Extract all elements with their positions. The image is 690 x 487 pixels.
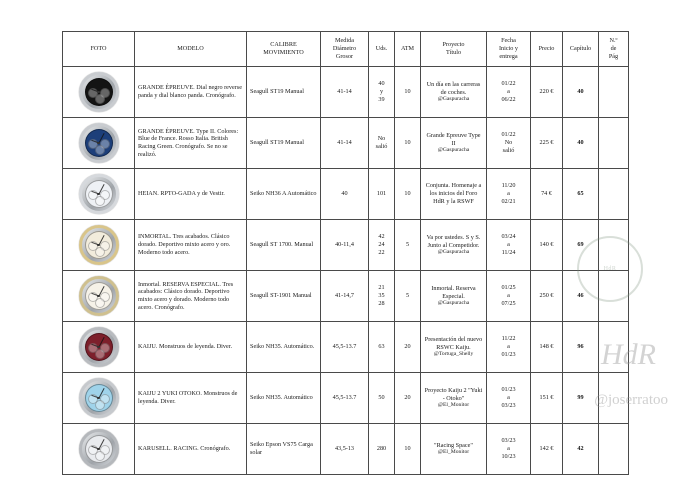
header-pag	[599, 32, 629, 67]
header-pag-line2: de	[610, 45, 617, 53]
cell-fecha-line: 01/22	[501, 131, 516, 139]
watch-photo-inmortal-reserva-especial	[63, 271, 135, 322]
cell-pag	[599, 169, 629, 220]
cell-fecha	[487, 67, 531, 118]
watch-photo-grande-epreuve-type-ii	[63, 118, 135, 169]
cell-fecha-line: 01/23	[501, 386, 516, 394]
cell-uds-line: 35	[378, 292, 385, 300]
cell-uds-line: 24	[378, 241, 385, 249]
cell-fecha-line: a	[507, 88, 510, 96]
cell-proyecto	[421, 67, 487, 118]
cell-capitulo: 96	[563, 322, 599, 373]
cell-modelo: GRANDE ÉPREUVE. Type II. Colores: Blue de France. Rosso Italia. British Racing Green. Cronógrafo. Se no se realizó.	[135, 118, 247, 169]
cell-pag	[599, 67, 629, 118]
watch-subdial	[95, 94, 105, 104]
watch-image	[79, 327, 119, 367]
header-fecha-line2: Inicio y	[498, 45, 519, 53]
cell-uds-line: y	[379, 88, 384, 96]
header-fecha	[487, 32, 531, 67]
cell-atm: 10	[395, 424, 421, 475]
cell-pag	[599, 424, 629, 475]
cell-proyecto-title: Presentación del nuevo RSWC Kaiju.	[424, 335, 483, 351]
header-modelo: MODELO	[135, 32, 247, 67]
header-medida-line2: Diámetro	[332, 45, 357, 53]
cell-proyecto	[421, 169, 487, 220]
cell-uds-line: 22	[378, 248, 385, 256]
header-capitulo: Capítulo	[563, 32, 599, 67]
table-body	[63, 67, 629, 475]
cell-fecha-line: 10/23	[501, 452, 516, 460]
cell-fecha-line: a	[507, 445, 510, 453]
cell-proyecto	[421, 118, 487, 169]
watch-hand-pin	[97, 193, 100, 196]
cell-uds-line: 40	[378, 80, 385, 88]
cell-precio: 250 €	[531, 271, 563, 322]
cell-fecha-line: No	[504, 139, 513, 147]
cell-modelo: INMORTAL. Tres acabados. Clásico dorado. Deportivo mixto acero y oro. Moderno todo acero.	[135, 220, 247, 271]
watch-image	[79, 72, 119, 112]
cell-proyecto-handle: @Gaspuracha	[437, 249, 470, 256]
cell-modelo: GRANDE ÉPREUVE. Dial negro reverse panda y dial blanco panda. Cronógrafo.	[135, 67, 247, 118]
cell-proyecto	[421, 271, 487, 322]
cell-medida: 40-11,4	[321, 220, 369, 271]
header-medida-line3: Grosor	[335, 52, 354, 60]
cell-calibre: Seagull ST19 Manual	[247, 118, 321, 169]
cell-proyecto	[421, 322, 487, 373]
cell-uds-line: salió	[375, 143, 388, 150]
header-calibre	[247, 32, 321, 67]
cell-fecha-line: 11/20	[501, 182, 516, 190]
table-row	[63, 271, 629, 322]
cell-uds	[369, 424, 395, 475]
cell-fecha	[487, 322, 531, 373]
cell-uds-line: 101	[376, 190, 387, 198]
cell-proyecto	[421, 220, 487, 271]
table-row	[63, 169, 629, 220]
cell-fecha-line: salió	[502, 146, 515, 154]
cell-fecha-line: a	[507, 190, 510, 198]
cell-pag	[599, 118, 629, 169]
table-header-row	[63, 32, 629, 67]
cell-calibre: Seagull ST 1700. Manual	[247, 220, 321, 271]
header-medida	[321, 32, 369, 67]
cell-fecha	[487, 169, 531, 220]
cell-capitulo: 46	[563, 271, 599, 322]
cell-atm: 5	[395, 271, 421, 322]
watch-hand-pin	[97, 295, 100, 298]
cell-proyecto-title: Inmortal. Reserva Especial.	[431, 284, 476, 300]
cell-atm: 20	[395, 322, 421, 373]
watch-photo-kaiju-2-yuki-otoko	[63, 373, 135, 424]
watch-image	[79, 174, 119, 214]
cell-fecha-line: a	[507, 292, 510, 300]
watch-subdial	[95, 145, 105, 155]
cell-medida: 41-14	[321, 118, 369, 169]
cell-fecha-line: 07/25	[501, 299, 516, 307]
cell-fecha-line: 01/23	[501, 350, 516, 358]
header-fecha-line3: entrega	[499, 52, 518, 60]
header-atm: ATM	[395, 32, 421, 67]
watch-hand-pin	[97, 397, 100, 400]
cell-atm: 10	[395, 67, 421, 118]
watch-hand-pin	[97, 346, 100, 349]
cell-uds	[369, 67, 395, 118]
cell-uds	[369, 271, 395, 322]
cell-capitulo: 40	[563, 67, 599, 118]
cell-calibre: Seagull ST19 Manual	[247, 67, 321, 118]
cell-fecha-line: 03/24	[501, 233, 516, 241]
cell-fecha-line: a	[507, 343, 510, 351]
watch-subdial	[95, 451, 105, 461]
cell-capitulo: 40	[563, 118, 599, 169]
cell-uds	[369, 220, 395, 271]
cell-uds	[369, 169, 395, 220]
header-calibre-line1: CALIBRE	[270, 41, 297, 49]
table-row	[63, 220, 629, 271]
watch-catalog-table	[62, 31, 629, 475]
cell-capitulo: 69	[563, 220, 599, 271]
watermark-hdr-text: HdR	[601, 338, 656, 371]
cell-capitulo: 99	[563, 373, 599, 424]
header-medida-line1: Medida	[335, 37, 354, 45]
watch-photo-heian	[63, 169, 135, 220]
watch-subdial	[95, 349, 105, 359]
cell-calibre: Seagull ST-1901 Manual	[247, 271, 321, 322]
cell-proyecto-title: Proyecto Kaiju 2 "Yuki - Otoko"	[424, 386, 483, 402]
cell-proyecto	[421, 424, 487, 475]
watermark-logo: HdR	[577, 236, 643, 302]
header-foto: FOTO	[63, 32, 135, 67]
header-fecha-line1: Fecha	[501, 37, 516, 45]
cell-uds	[369, 373, 395, 424]
cell-modelo: KAIJU 2 YUKI OTOKO. Monstruos de leyenda. Diver.	[135, 373, 247, 424]
cell-uds-line: 42	[378, 233, 385, 241]
cell-modelo: KARUSELL. RACING. Cronógrafo.	[135, 424, 247, 475]
cell-fecha-line: 11/22	[501, 335, 516, 343]
cell-fecha-line: 03/23	[501, 401, 516, 409]
cell-proyecto-title: Conjunta. Homenaje a los inicios del Foro HdR y la RSWF	[425, 182, 482, 205]
cell-proyecto-title: Va por ustedes. S y S. Junto al Competidor.	[426, 233, 481, 249]
cell-medida: 41-14,7	[321, 271, 369, 322]
watch-image	[79, 225, 119, 265]
cell-fecha-line: 11/24	[501, 248, 516, 256]
header-proyecto-line2: Título	[445, 49, 462, 56]
cell-fecha-line: 03/23	[501, 437, 516, 445]
cell-proyecto-title: Un día en las carreras de coches.	[426, 80, 481, 96]
watch-image	[79, 429, 119, 469]
cell-fecha-line: a	[507, 394, 510, 402]
table-row	[63, 118, 629, 169]
table-row	[63, 67, 629, 118]
cell-uds-line: No	[377, 135, 386, 143]
watermark-handle: @joserratoo	[594, 392, 668, 408]
cell-uds	[369, 322, 395, 373]
header-calibre-line2: MOVIMIENTO	[263, 49, 304, 56]
header-pag-line3: Pág	[608, 52, 619, 60]
watch-image	[79, 378, 119, 418]
cell-proyecto-handle: @Gaspuracha	[437, 147, 470, 154]
cell-fecha	[487, 220, 531, 271]
cell-precio: 74 €	[531, 169, 563, 220]
watch-subdial	[95, 400, 105, 410]
cell-proyecto	[421, 373, 487, 424]
cell-fecha	[487, 373, 531, 424]
watch-photo-inmortal	[63, 220, 135, 271]
cell-fecha	[487, 424, 531, 475]
header-uds: Uds.	[369, 32, 395, 67]
cell-atm: 5	[395, 220, 421, 271]
watch-image	[79, 276, 119, 316]
cell-uds-line: 39	[378, 95, 385, 103]
cell-uds-line: 50	[378, 394, 385, 402]
cell-proyecto-title: Grande Epreuve Type II	[426, 131, 481, 147]
watch-hand-pin	[97, 448, 100, 451]
watch-hand-pin	[97, 244, 100, 247]
watch-hand-pin	[97, 91, 100, 94]
cell-medida: 43,5-13	[321, 424, 369, 475]
cell-fecha	[487, 271, 531, 322]
cell-precio: 220 €	[531, 67, 563, 118]
cell-proyecto-handle: @El_Monitor	[437, 402, 470, 409]
cell-precio: 151 €	[531, 373, 563, 424]
watch-subdial	[95, 298, 105, 308]
table-row	[63, 322, 629, 373]
cell-uds-line: 280	[376, 445, 387, 453]
cell-calibre: Seiko Epson VS75 Carga solar	[247, 424, 321, 475]
cell-calibre: Seiko NH35. Automático	[247, 373, 321, 424]
header-proyecto-line1: Proyecto	[442, 41, 465, 49]
cell-modelo: KAIJU. Monstruos de leyenda. Diver.	[135, 322, 247, 373]
cell-proyecto-handle: @El_Monitor	[437, 449, 470, 456]
table-header	[63, 32, 629, 67]
cell-proyecto-handle: @Tortuga_Shelly	[433, 351, 474, 358]
cell-fecha	[487, 118, 531, 169]
cell-modelo: HEIAN. RPTO-GADA y de Vestir.	[135, 169, 247, 220]
cell-atm: 10	[395, 169, 421, 220]
cell-uds-line: 63	[378, 343, 385, 351]
cell-proyecto-handle: @Gaspuracha	[437, 96, 470, 103]
table-row	[63, 373, 629, 424]
cell-fecha-line: 01/25	[501, 284, 516, 292]
cell-fecha-line: 02/21	[501, 197, 516, 205]
watch-photo-grande-epreuve	[63, 67, 135, 118]
cell-precio: 225 €	[531, 118, 563, 169]
cell-capitulo: 42	[563, 424, 599, 475]
watch-subdial	[95, 196, 105, 206]
watch-photo-karusell-racing	[63, 424, 135, 475]
header-proyecto	[421, 32, 487, 67]
cell-proyecto-handle: @Gaspuracha	[437, 300, 470, 307]
cell-precio: 142 €	[531, 424, 563, 475]
cell-precio: 140 €	[531, 220, 563, 271]
watch-photo-kaiju	[63, 322, 135, 373]
cell-precio: 148 €	[531, 322, 563, 373]
cell-proyecto-title: "Racing Space"	[434, 441, 473, 449]
cell-fecha-line: 06/22	[501, 95, 516, 103]
cell-atm: 10	[395, 118, 421, 169]
cell-atm: 20	[395, 373, 421, 424]
cell-medida: 45,5-13.7	[321, 322, 369, 373]
header-pag-line1: N.º	[609, 37, 618, 45]
cell-calibre: Seiko NH35. Automático.	[247, 322, 321, 373]
cell-fecha-line: 01/22	[501, 80, 516, 88]
cell-fecha-line: a	[507, 241, 510, 249]
cell-medida: 41-14	[321, 67, 369, 118]
watch-hand-pin	[97, 142, 100, 145]
header-precio: Precio	[531, 32, 563, 67]
watch-image	[79, 123, 119, 163]
cell-uds	[369, 118, 395, 169]
cell-uds-line: 21	[378, 284, 385, 292]
cell-medida: 40	[321, 169, 369, 220]
table-row	[63, 424, 629, 475]
cell-capitulo: 65	[563, 169, 599, 220]
watch-subdial	[95, 247, 105, 257]
cell-modelo: Inmortal. RESERVA ESPECIAL. Tres acabados: Clásico dorado. Deportivo mixto acero y dorado. Moderno todo acero. Cronógrafo.	[135, 271, 247, 322]
cell-calibre: Seiko NH36 A Automático	[247, 169, 321, 220]
cell-uds-line: 28	[378, 299, 385, 307]
cell-medida: 45,5-13.7	[321, 373, 369, 424]
